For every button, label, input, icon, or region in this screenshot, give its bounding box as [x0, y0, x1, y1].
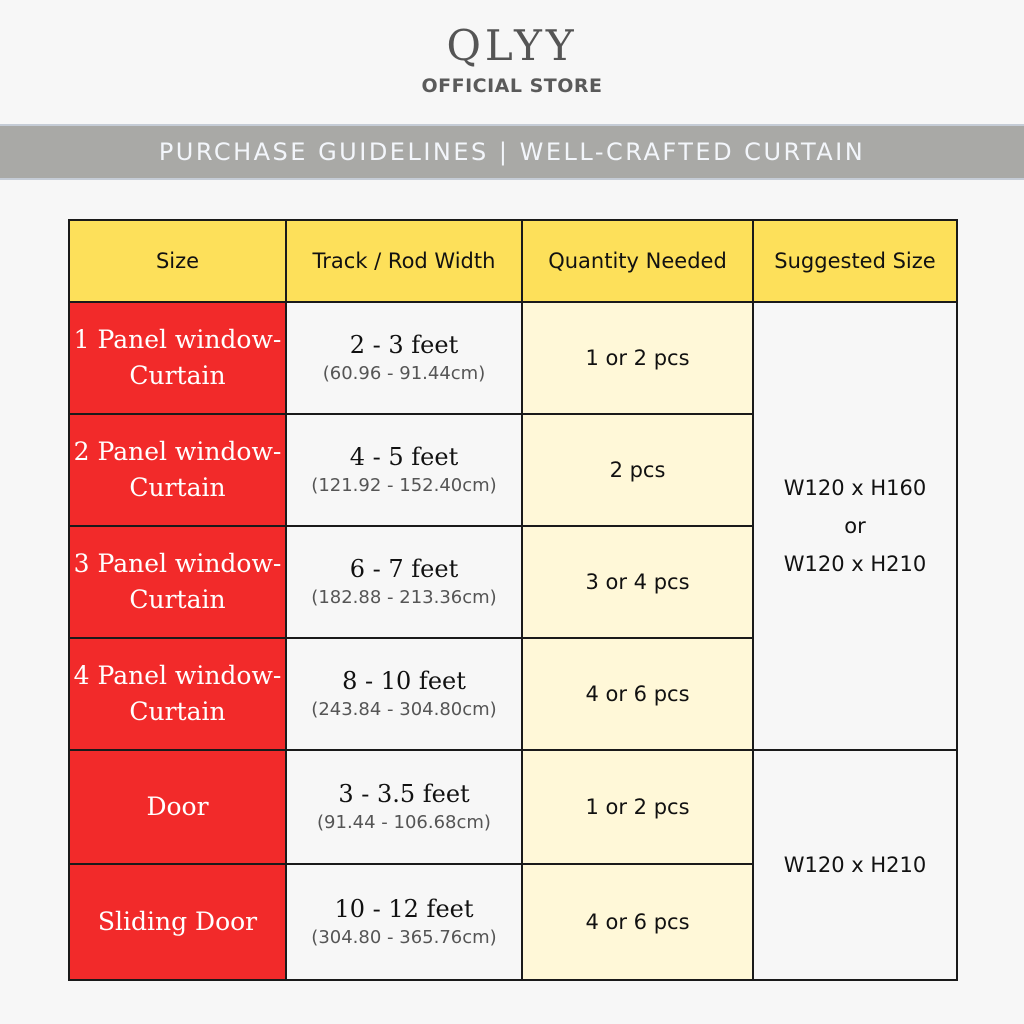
size-cell: 4 Panel window- Curtain	[69, 638, 286, 750]
track-width-cell: 3 - 3.5 feet (91.44 - 106.68cm)	[286, 750, 522, 864]
header-size: Size	[69, 220, 286, 302]
track-width-cell: 4 - 5 feet (121.92 - 152.40cm)	[286, 414, 522, 526]
size-cell: Sliding Door	[69, 864, 286, 980]
quantity-cell: 3 or 4 pcs	[522, 526, 753, 638]
table-header-row	[69, 220, 957, 302]
size-guide-table	[68, 219, 958, 981]
guidelines-banner: PURCHASE GUIDELINES | WELL-CRAFTED CURTAIN	[0, 124, 1024, 180]
table-row	[69, 750, 957, 864]
header-track-width: Track / Rod Width	[286, 220, 522, 302]
quantity-cell: 1 or 2 pcs	[522, 750, 753, 864]
table-row	[69, 302, 957, 414]
brand-subtitle: OFFICIAL STORE	[421, 75, 603, 97]
quantity-cell: 4 or 6 pcs	[522, 638, 753, 750]
size-cell: Door	[69, 750, 286, 864]
brand-logo-text: QLYY	[446, 21, 578, 70]
quantity-cell: 2 pcs	[522, 414, 753, 526]
store-brand	[0, 22, 1024, 98]
header-quantity: Quantity Needed	[522, 220, 753, 302]
track-width-cell: 2 - 3 feet (60.96 - 91.44cm)	[286, 302, 522, 414]
size-cell: 1 Panel window- Curtain	[69, 302, 286, 414]
suggested-size-door: W120 x H210	[753, 750, 957, 980]
size-cell: 3 Panel window- Curtain	[69, 526, 286, 638]
suggested-size-window: W120 x H160 or W120 x H210	[753, 302, 957, 750]
track-width-cell: 10 - 12 feet (304.80 - 365.76cm)	[286, 864, 522, 980]
track-width-cell: 6 - 7 feet (182.88 - 213.36cm)	[286, 526, 522, 638]
quantity-cell: 4 or 6 pcs	[522, 864, 753, 980]
header-suggested-size: Suggested Size	[753, 220, 957, 302]
track-width-cell: 8 - 10 feet (243.84 - 304.80cm)	[286, 638, 522, 750]
size-cell: 2 Panel window- Curtain	[69, 414, 286, 526]
quantity-cell: 1 or 2 pcs	[522, 302, 753, 414]
